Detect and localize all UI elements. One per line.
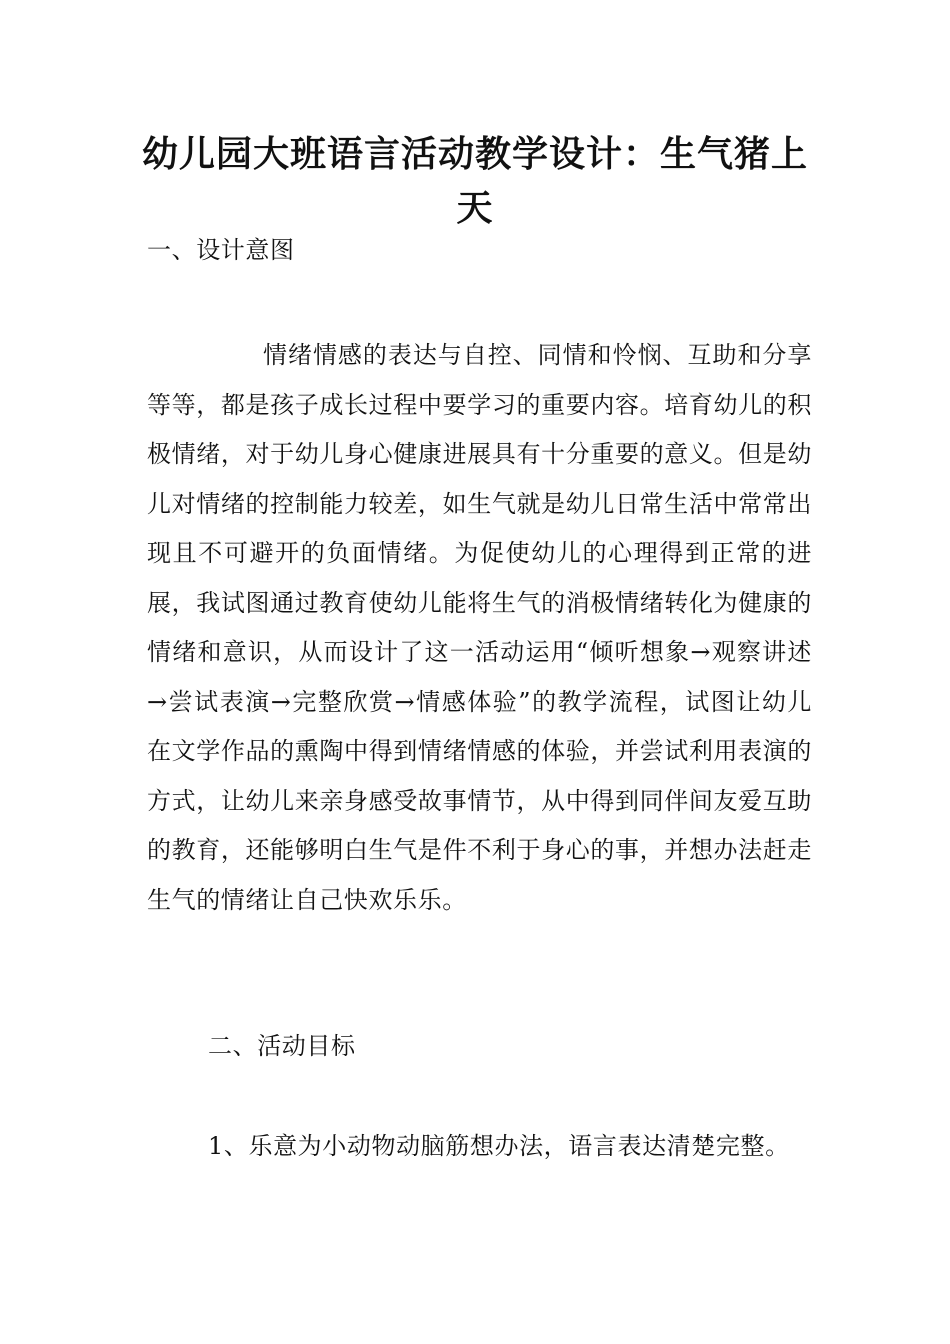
section-heading-design-intent: 一、设计意图 [147,236,295,264]
section-heading-activity-goals: 二、活动目标 [208,1032,356,1060]
design-intent-paragraph: 情绪情感的表达与自控、同情和怜悯、互助和分享等等，都是孩子成长过程中要学习的重要内容。培育幼儿的积极情绪，对于幼儿身心健康进展具有十分重要的意义。但是幼儿对情绪的控制能力较差，如生气就是幼儿日常生活中常常出现且不可避开的负面情绪。为促使幼儿的心理得到正常的进展，我试图通过教育使幼儿能将生气的消极情绪转化为健康的情绪和意识，从而设计了这一活动运用“倾听想象→观察讲述→尝试表演→完整欣赏→情感体验”的教学流程，试图让幼儿在文学作品的熏陶中得到情绪情感的体验，并尝试利用表演的方式，让幼儿来亲身感受故事情节，从中得到同伴间友爱互助的教育，还能够明白生气是件不利于身心的事，并想办法赶走生气的情绪让自己快欢乐乐。 [147,341,812,914]
document-title: 幼儿园大班语言活动教学设计：生气猪上天 [141,134,808,229]
activity-goal-item: 1、乐意为小动物动脑筋想办法，语言表达清楚完整。 [208,1132,790,1160]
